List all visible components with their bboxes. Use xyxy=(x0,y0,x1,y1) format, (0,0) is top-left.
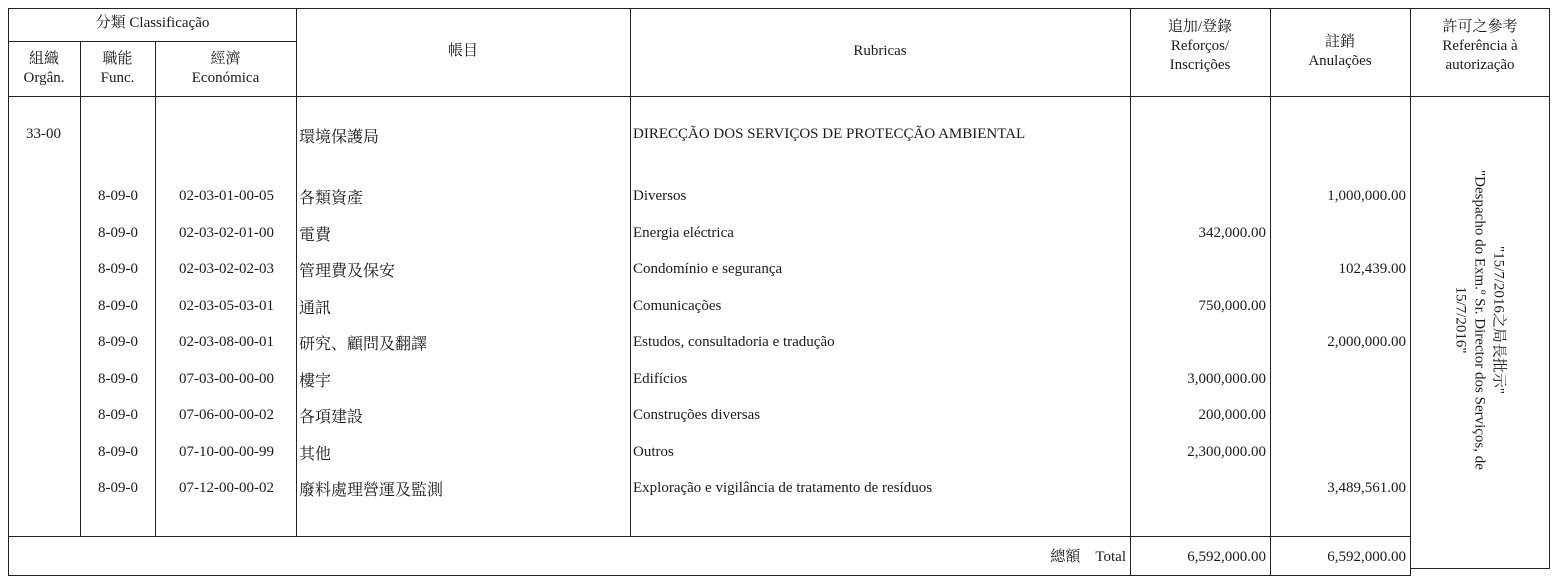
header-econ xyxy=(155,50,296,88)
row-rubrica-zh: 管理費及保安 xyxy=(299,263,396,280)
rule-econ xyxy=(296,8,297,537)
rule-organ xyxy=(80,41,81,537)
row-rubrica-zh: 其他 xyxy=(299,446,332,463)
row-func: 8-09-0 xyxy=(98,188,138,204)
row-func: 8-09-0 xyxy=(98,334,138,350)
header-reforcos-pt1: Reforços/ xyxy=(1170,38,1230,54)
rule-top xyxy=(8,8,1550,9)
row-func: 8-09-0 xyxy=(98,371,138,387)
row-rubrica-zh: 廢料處理營運及監測 xyxy=(299,482,444,499)
row-rubrica-zh: 研究、顧問及翻譯 xyxy=(299,336,428,353)
rule-reforcos xyxy=(1270,8,1271,576)
organ-name-zh: 環境保護局 xyxy=(299,129,380,146)
header-referencia-zh: 許可之參考 xyxy=(1442,19,1518,35)
rule-right xyxy=(1549,8,1550,569)
row-rubrica-zh: 電費 xyxy=(299,227,332,244)
rule-bottom xyxy=(8,575,1410,576)
row-econ: 07-10-00-00-99 xyxy=(179,444,274,460)
row-rubrica-zh: 各項建設 xyxy=(299,409,364,426)
referencia-line2: "Despacho do Exm.º Sr. Director dos Serviços, de xyxy=(1471,170,1488,470)
header-organ-pt: Orgân. xyxy=(23,70,65,86)
row-anulacao: 2,000,000.00 xyxy=(1327,334,1406,350)
rule-anulacoes xyxy=(1410,8,1411,576)
total-reforcos: 6,592,000.00 xyxy=(1187,549,1266,565)
row-rubrica-pt: Exploração e vigilância de tratamento de resíduos xyxy=(633,480,933,496)
header-econ-pt: Económica xyxy=(191,70,260,86)
row-reforco: 750,000.00 xyxy=(1198,298,1266,314)
organ-name-pt: DIRECÇÃO DOS SERVIÇOS DE PROTECÇÃO AMBIENTAL xyxy=(633,126,1026,142)
rule-zh xyxy=(630,8,631,537)
header-classificacao: 分類 Classificação xyxy=(95,15,210,31)
header-reforcos-pt2: Inscrições xyxy=(1169,57,1231,73)
header-func-pt: Func. xyxy=(100,70,135,86)
rule-ref-bottom xyxy=(1410,568,1550,569)
row-reforco: 2,300,000.00 xyxy=(1187,444,1266,460)
row-rubrica-pt: Condomínio e segurança xyxy=(633,261,783,277)
header-func xyxy=(80,50,155,88)
row-rubrica-pt: Diversos xyxy=(633,188,687,204)
row-econ: 07-12-00-00-02 xyxy=(179,480,274,496)
row-rubrica-pt: Outros xyxy=(633,444,674,460)
header-rubrica-zh: 帳目 xyxy=(447,43,478,59)
row-reforco: 3,000,000.00 xyxy=(1187,371,1266,387)
referencia-note xyxy=(1418,140,1540,500)
row-reforco: 342,000.00 xyxy=(1198,225,1266,241)
row-func: 8-09-0 xyxy=(98,225,138,241)
row-reforco: 200,000.00 xyxy=(1198,407,1266,423)
rule-classificacao xyxy=(8,41,297,42)
row-rubrica-pt: Comunicações xyxy=(633,298,722,314)
row-rubrica-zh: 樓宇 xyxy=(299,373,332,390)
row-anulacao: 3,489,561.00 xyxy=(1327,480,1406,496)
header-referencia-pt2: autorização xyxy=(1445,57,1515,73)
row-func: 8-09-0 xyxy=(98,480,138,496)
rule-pt xyxy=(1130,8,1131,576)
organ-code: 33-00 xyxy=(26,126,61,142)
referencia-line3: 15/7/2016" xyxy=(1452,286,1469,354)
row-econ: 02-03-02-02-03 xyxy=(179,261,274,277)
row-anulacao: 102,439.00 xyxy=(1338,261,1406,277)
row-rubrica-pt: Estudos, consultadoria e tradução xyxy=(633,334,835,350)
header-anulacoes xyxy=(1270,33,1410,71)
header-reforcos-zh: 追加/登錄 xyxy=(1167,19,1233,35)
row-econ: 07-06-00-00-02 xyxy=(179,407,274,423)
row-rubrica-zh: 各類資產 xyxy=(299,190,364,207)
header-rubrica-pt: Rubricas xyxy=(853,43,907,59)
header-anulacoes-zh: 註銷 xyxy=(1324,34,1355,50)
rule-left xyxy=(8,8,9,576)
header-econ-zh: 經濟 xyxy=(210,51,241,67)
header-referencia-pt1: Referência à xyxy=(1442,38,1518,54)
row-rubrica-zh: 通訊 xyxy=(299,300,332,317)
row-func: 8-09-0 xyxy=(98,261,138,277)
row-func: 8-09-0 xyxy=(98,444,138,460)
row-anulacao: 1,000,000.00 xyxy=(1327,188,1406,204)
rule-func xyxy=(155,41,156,537)
row-rubrica-pt: Edifícios xyxy=(633,371,688,387)
header-reforcos xyxy=(1130,18,1270,75)
row-econ: 02-03-02-01-00 xyxy=(179,225,274,241)
referencia-line1: "15/7/2016之局長批示" xyxy=(1490,245,1507,395)
total-anulacoes: 6,592,000.00 xyxy=(1327,549,1406,565)
row-econ: 02-03-01-00-05 xyxy=(179,188,274,204)
header-referencia xyxy=(1410,18,1550,75)
header-organ xyxy=(8,50,80,88)
total-label: 總額 Total xyxy=(1050,549,1126,565)
row-rubrica-pt: Construções diversas xyxy=(633,407,761,423)
header-organ-zh: 組織 xyxy=(28,51,59,67)
row-econ: 07-03-00-00-00 xyxy=(179,371,274,387)
row-econ: 02-03-05-03-01 xyxy=(179,298,274,314)
rule-header-bottom xyxy=(8,96,1550,97)
row-rubrica-pt: Energia eléctrica xyxy=(633,225,734,241)
rule-total-top xyxy=(8,536,1410,537)
row-func: 8-09-0 xyxy=(98,298,138,314)
header-func-zh: 職能 xyxy=(102,51,133,67)
row-func: 8-09-0 xyxy=(98,407,138,423)
header-anulacoes-pt: Anulações xyxy=(1308,53,1372,69)
row-econ: 02-03-08-00-01 xyxy=(179,334,274,350)
